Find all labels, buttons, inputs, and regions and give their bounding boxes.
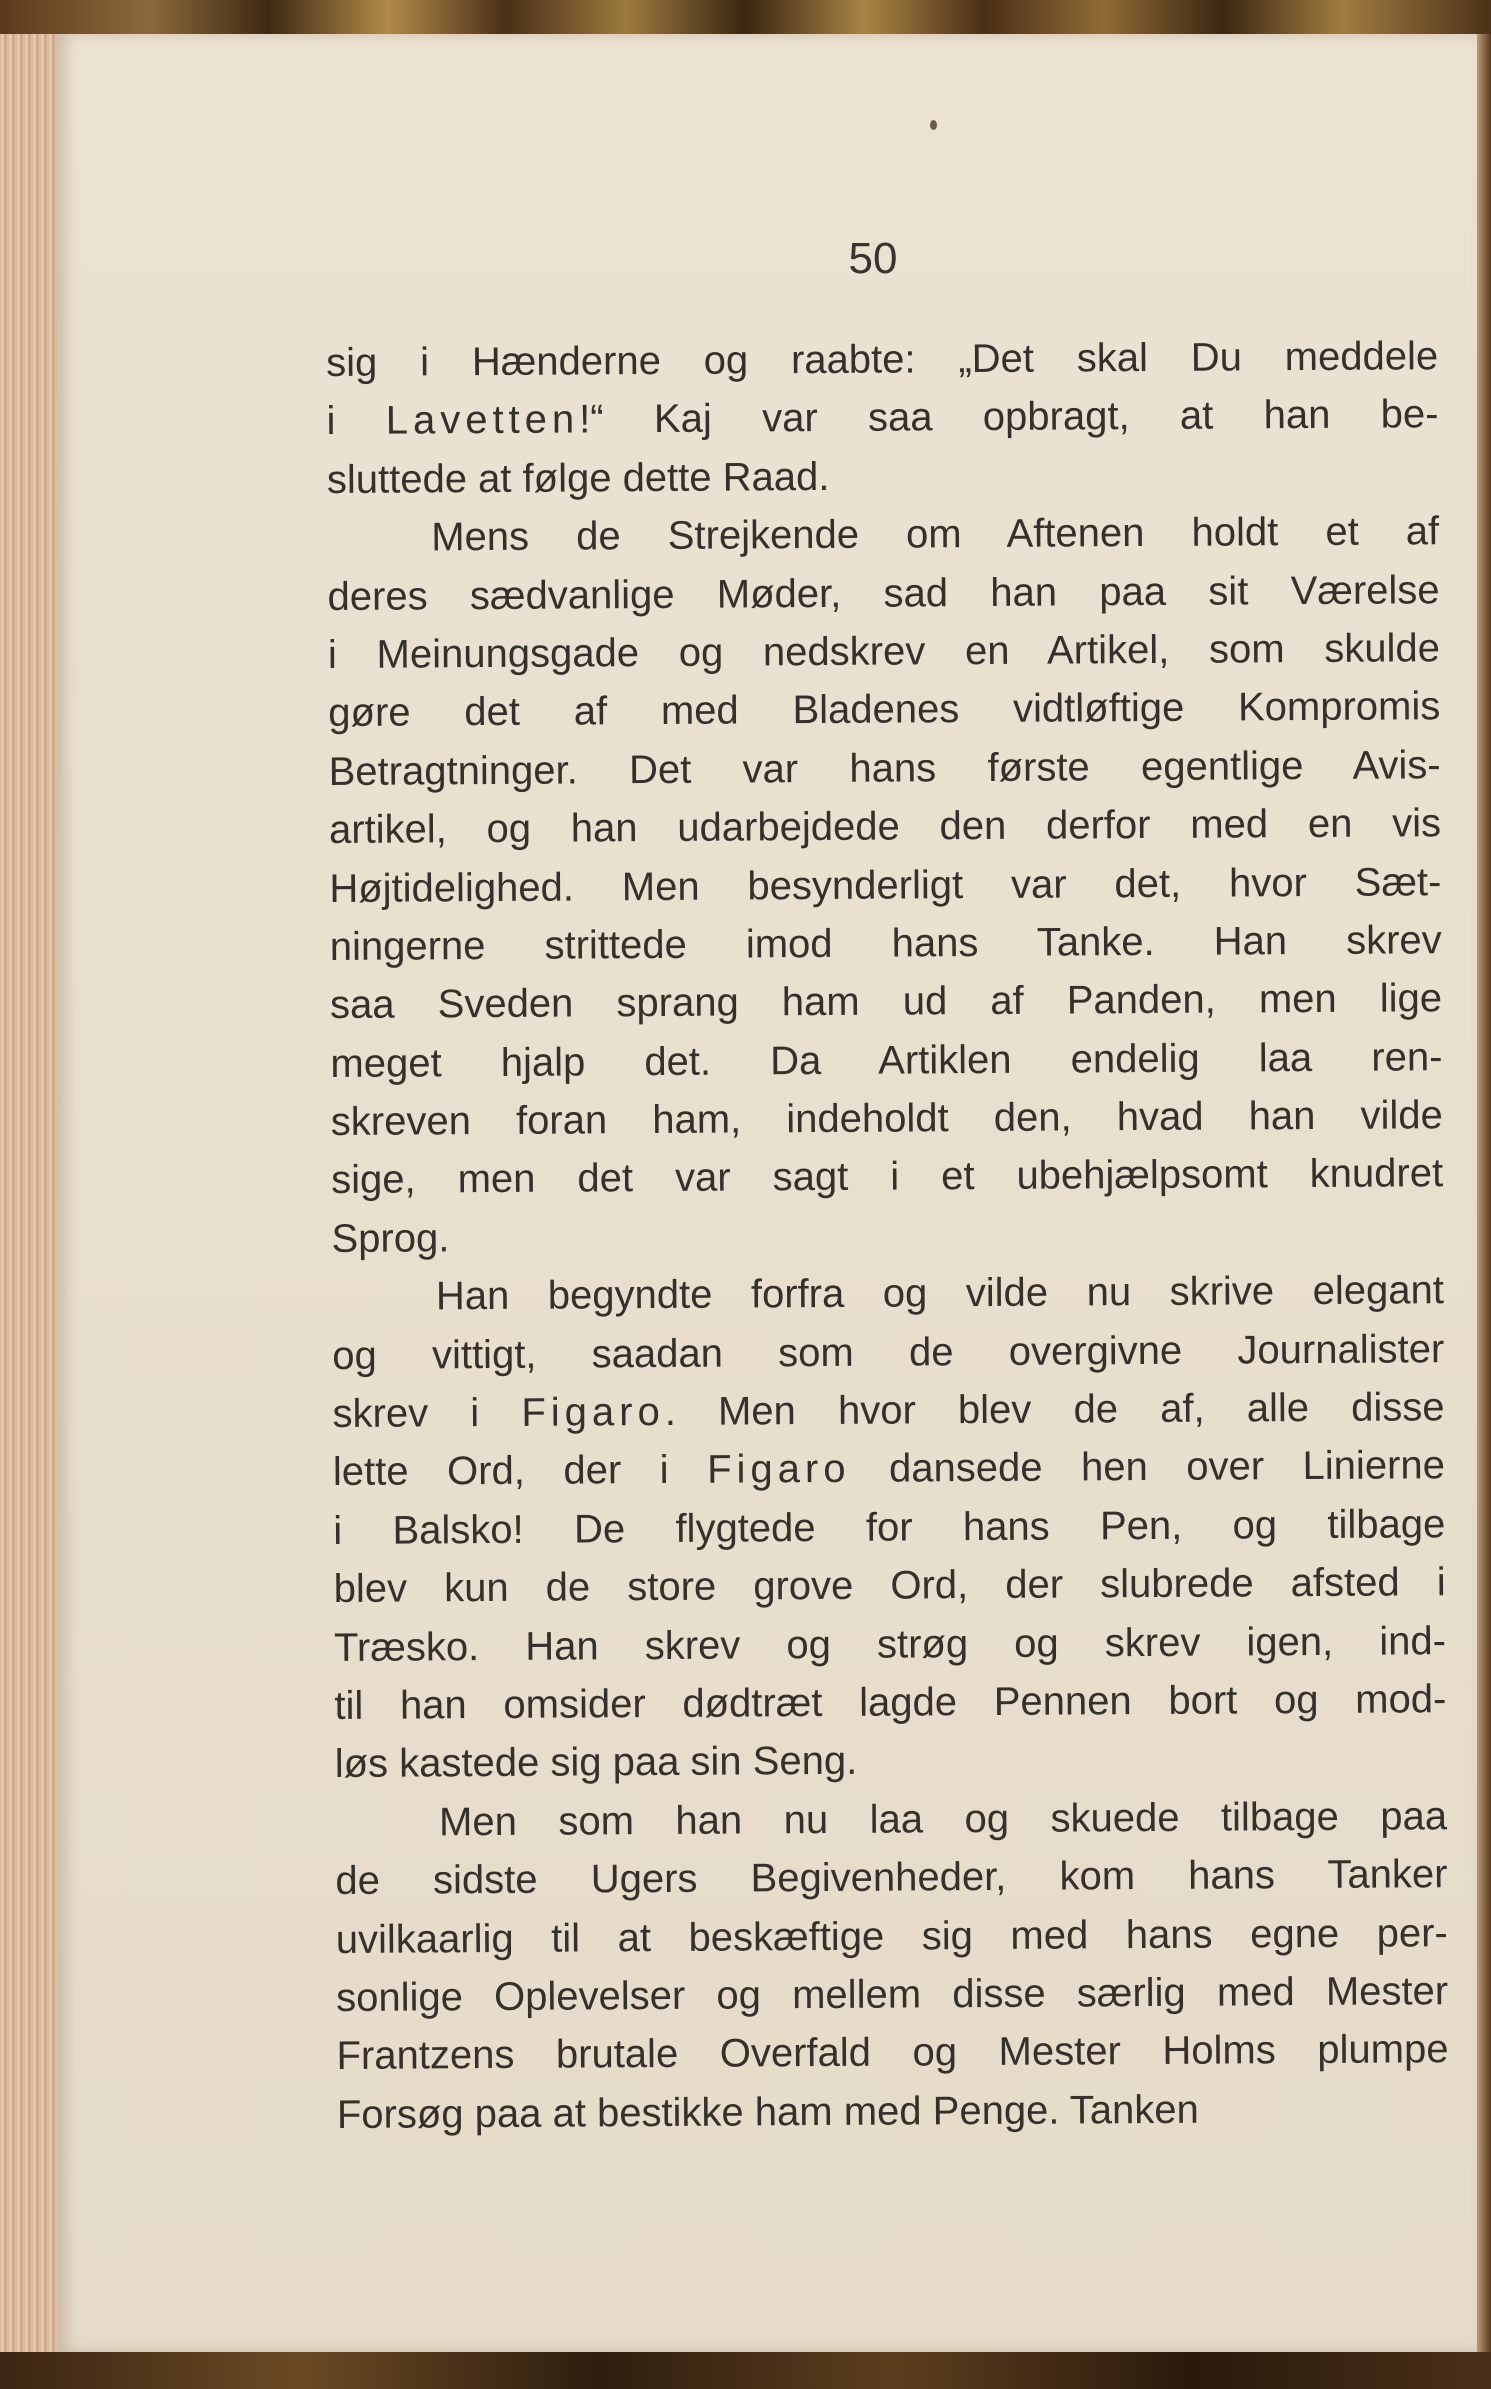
text-line: uvilkaarlig til at beskæftige sig med hans egne per-: [335, 1910, 1448, 1962]
text-line: meget hjalp det. Da Artiklen endelig laa ren-: [330, 1034, 1443, 1086]
text-line: Højtidelighed. Men besynderligt var det, hvor Sæt-: [329, 859, 1442, 911]
text-line: Betragtninger. Det var hans første egentlige Avis-: [328, 742, 1441, 794]
text-line: skrev i Figaro. Men hvor blev de af, alle disse: [332, 1385, 1445, 1437]
text-line: og vittigt, saadan som de overgivne Journalister: [332, 1326, 1445, 1378]
book-page: [58, 34, 1477, 2352]
text-line: Sprog.: [331, 1216, 450, 1261]
paragraph: [326, 327, 1439, 509]
text-line: sluttede at følge dette Raad.: [326, 454, 830, 502]
text-line: i Balsko! De flygtede for hans Pen, og tilbage: [333, 1501, 1446, 1553]
spaced-emphasis: Figaro: [521, 1389, 665, 1435]
text-line: gøre det af med Bladenes vidtløftige Kompromis: [328, 684, 1441, 736]
paragraph: [327, 502, 1444, 1268]
text-line: i Meinungsgade og nedskrev en Artikel, som skulde: [327, 626, 1441, 677]
text-line: sige, men det var sagt i et ubehjælpsomt knudret: [331, 1151, 1444, 1203]
text-line: sig i Hænderne og raabte: „Det skal Du meddele: [326, 334, 1439, 385]
text-line: Mens de Strejkende om Aftenen holdt et af: [431, 509, 1440, 560]
text-line: de sidste Ugers Begivenheder, kom hans Tanker: [335, 1852, 1448, 1904]
paragraph: [332, 1261, 1447, 1793]
text-line: Frantzens brutale Overfald og Mester Holms plumpe: [336, 2027, 1449, 2079]
text-line: lette Ord, der i Figaro dansede hen over Linierne: [332, 1443, 1446, 1495]
book-edge-right: [1477, 34, 1491, 2352]
text-line: løs kastede sig paa sin Seng.: [334, 1739, 858, 1787]
paragraph: [335, 1787, 1449, 2144]
marbled-edge-bottom: [0, 2352, 1491, 2389]
page-stack-edge: [0, 34, 60, 2352]
text-line: Forsøg paa at bestikke ham med Penge. Tanken: [336, 2087, 1199, 2137]
text-line: Men som han nu laa og skuede tilbage paa: [438, 1793, 1448, 1845]
text-line: til han omsider dødtræt lagde Pennen bort og mod-: [334, 1677, 1447, 1728]
spaced-emphasis: Figaro: [706, 1447, 851, 1493]
text-line: blev kun de store grove Ord, der slubrede afsted i: [333, 1560, 1446, 1612]
text-line: Han begyndte forfra og vilde nu skrive elegant: [435, 1268, 1444, 1319]
text-line: i Lavetten!“ Kaj var saa opbragt, at han be-: [326, 392, 1439, 444]
text-line: ningerne strittede imod hans Tanke. Han skrev: [329, 918, 1442, 969]
marbled-edge-top: [0, 0, 1491, 34]
body-text: [326, 327, 1449, 2144]
text-line: artikel, og han udarbejdede den derfor med en vis: [328, 801, 1442, 853]
text-line: skreven foran ham, indeholdt den, hvad han vilde: [330, 1093, 1443, 1145]
text-line: sonlige Oplevelser og mellem disse særlig med Mester: [336, 1969, 1449, 2020]
text-line: deres sædvanlige Møder, sad han paa sit Værelse: [327, 567, 1440, 619]
ink-speck: [930, 120, 937, 130]
text-line: saa Sveden sprang ham ud af Panden, men lige: [329, 976, 1443, 1028]
spaced-emphasis: Lavetten: [385, 397, 580, 444]
text-line: Træsko. Han skrev og strøg og skrev igen, ind-: [333, 1618, 1447, 1670]
page-number: 50: [848, 234, 898, 283]
